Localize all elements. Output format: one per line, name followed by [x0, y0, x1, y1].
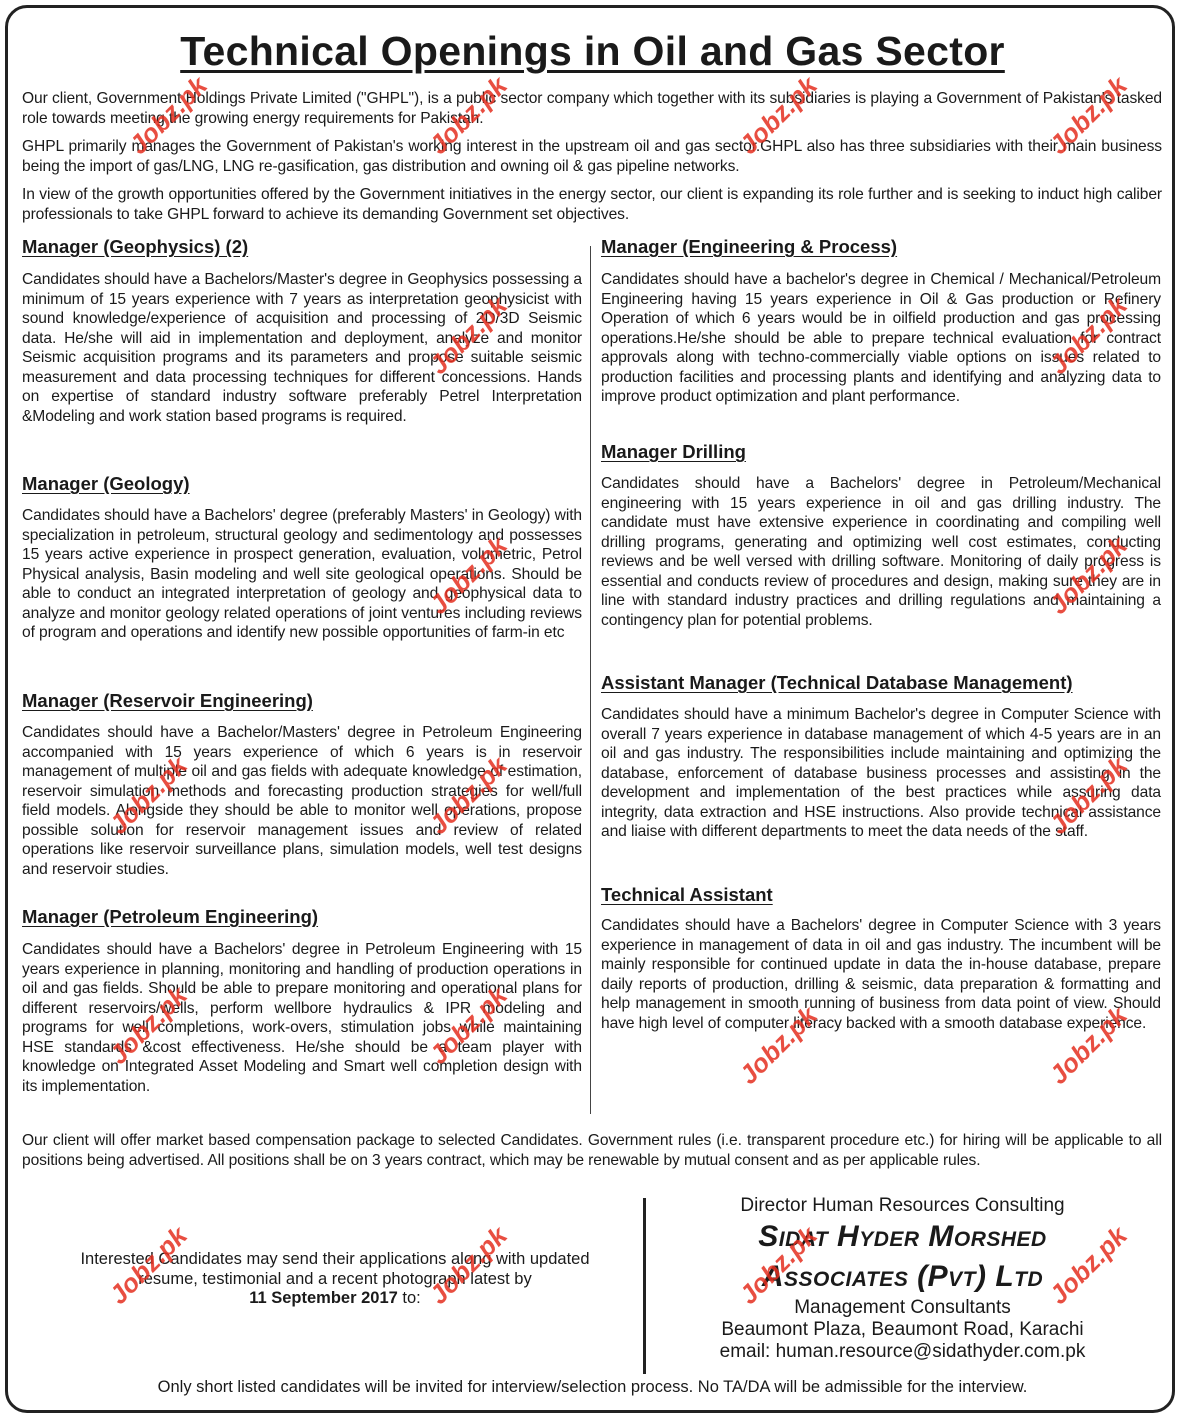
application-deadline: 11 September 2017	[249, 1289, 398, 1307]
position-title: Manager (Petroleum Engineering)	[22, 906, 319, 927]
intro-paragraph: GHPL primarily manages the Government of Pakistan's working interest in the upstream oil and gas sector.GHPL also has three subsidiaries with their main business being the import of gas/LNG, LNG re-gasification, gas distribution and owning oil & gas pipeline networks.	[22, 138, 1162, 175]
watermark: Jobz.pk	[1043, 1000, 1133, 1090]
position-title: Technical Assistant	[601, 884, 773, 905]
footer-note: Only short listed candidates will be invited for interview/selection process. No TA/DA will be admissible for the interview.	[157, 1378, 1028, 1396]
company-name: Sidat Hyder Morshed	[758, 1220, 1047, 1253]
position-description: Candidates should have a Bachelors' degree in Petroleum Engineering with 15 years experience in planning, monitoring and handling of production operations in oil and gas fields. Should be able to prepare monitoring and operational plans for different reservoirs/wells, perform wellbore hydraulics & IPR modeling and programs for well completions, work-overs, stimulation jobs while maintaining HSE standards &cost effectiveness. He/she should be a team player with knowledge on Integrated Asset Modeling and Smart well completion design with its implementation.	[22, 941, 582, 1095]
position-title: Assistant Manager (Technical Database Management)	[601, 672, 1073, 693]
contact-role: Director Human Resources Consulting	[740, 1195, 1065, 1216]
company-subtitle: Management Consultants	[794, 1297, 1011, 1318]
company-address: Beaumont Plaza, Beaumont Road, Karachi	[721, 1319, 1084, 1340]
watermark: Jobz.pk	[1043, 1220, 1133, 1310]
watermark: Jobz.pk	[123, 70, 213, 160]
position-description: Candidates should have a minimum Bachelor's degree in Computer Science with overall 7 years experience in database management of which 4-5 years are in an oil and gas industry. The responsibilities include maintaining and optimizing the database, enforcement of database business processes and assisting in the development and implementation of the best practices while assuring data integrity, data extraction and HSE instructions. Also provide technical assistance and liaise with different departments to meet the data needs of the staff.	[601, 706, 1161, 840]
position-description: Candidates should have a Bachelor/Masters' degree in Petroleum Engineering accompanied with 15 years experience of which 6 years is in reservoir management of multiple oil and gas fields with adequate knowledge of estimation, reservoir simulation methods and forecasting production strategies for well/full field models. Alongside they should be able to monitor well operations, propose possible solution for reservoir management issues and review of related operations like reservoir surveillance plans, simulation models, well test designs and reservoir studies.	[22, 724, 582, 878]
application-instructions	[70, 1250, 600, 1309]
watermark: Jobz.pk	[423, 1220, 513, 1310]
application-text: Interested Candidates may send their applications along with updated resume, testimonial and a recent photograph latest by	[80, 1250, 590, 1288]
position-title: Manager (Engineering & Process)	[601, 236, 898, 257]
company-name: Associates (Pvt) Ltd	[761, 1260, 1044, 1293]
position-title: Manager (Geology)	[22, 473, 190, 494]
watermark: Jobz.pk	[733, 1220, 823, 1310]
position-description: Candidates should have a Bachelors' degree (preferably Masters' in Geology) with specialization in petroleum, structural geology and sedimentology and possesses 15 years active experience in prospect generation, evaluation, volumetric, Petrol Physical analysis, Basin modeling and well site geological operations. Should be able to conduct an integrated interpretation of geology and geophysical data to analyze and monitor geology related operations of joint ventures including reviews of program and operations and identify new possible opportunities of farm-in etc	[22, 507, 582, 641]
watermark: Jobz.pk	[733, 1000, 823, 1090]
watermark: Jobz.pk	[1043, 70, 1133, 160]
position-description: Candidates should have a Bachelors/Master's degree in Geophysics possessing a minimum of 15 years experience with 7 years as interpretation geophysicist with sound knowledge/experience of acquisition and processing of 2D/3D Seismic data. He/she will aid in implementation and deployment, analyze and monitor Seismic acquisition programs and its parameters and propose suitable seismic measurement and data processing techniques for different concessions. Hands on expertise of standard industry software preferably Petrel Interpretation &Modeling and work station based programs is required.	[22, 271, 582, 425]
intro-paragraph: In view of the growth opportunities offered by the Government initiatives in the energy sector, our client is expanding its role further and is seeking to induct high caliber professionals to take GHPL forward to achieve its demanding Government set objectives.	[22, 186, 1162, 223]
watermark: Jobz.pk	[103, 1220, 193, 1310]
watermark: Jobz.pk	[1043, 750, 1133, 840]
position-title: Manager Drilling	[601, 441, 746, 462]
watermark: Jobz.pk	[103, 750, 193, 840]
position-title: Manager (Geophysics) (2)	[22, 236, 249, 257]
watermark: Jobz.pk	[1043, 530, 1133, 620]
watermark: Jobz.pk	[733, 70, 823, 160]
watermark: Jobz.pk	[423, 980, 513, 1070]
contact-block	[680, 1195, 1125, 1363]
watermark: Jobz.pk	[423, 290, 513, 380]
column-divider	[590, 246, 591, 1114]
contact-divider	[643, 1198, 646, 1374]
position-description: Candidates should have a Bachelors' degree in Petroleum/Mechanical engineering with 15 years experience in oil and gas drilling industry. The candidate must have extensive experience in coordinating and compiling well drilling programs, generating and optimizing well cost estimates, conducting reviews and be well versed with drilling software. Monitoring of daily progress is essential and conducts review of procedures and design, making sure they are in line with standard industry practices and drilling regulations and maintaining a contingency plan for potential problems.	[601, 475, 1161, 629]
watermark: Jobz.pk	[423, 750, 513, 840]
watermark: Jobz.pk	[1043, 290, 1133, 380]
position-title: Manager (Reservoir Engineering)	[22, 690, 313, 711]
contact-email[interactable]: email: human.resource@sidathyder.com.pk	[719, 1341, 1086, 1362]
watermark: Jobz.pk	[103, 980, 193, 1070]
position-description: Candidates should have a Bachelors' degree in Computer Science with 3 years experience in management of data in oil and gas industry. The incumbent will be mainly responsible for continued update in data the in-house database, prepare daily reports of production, drilling & seismic, data preparation & formatting and help management in smooth running of business from data point of view. Should have high level of computer literacy backed with a smooth database experience.	[601, 917, 1161, 1032]
intro-paragraph: Our client, Government Holdings Private Limited ("GHPL"), is a public sector company which together with its subsidiaries is playing a Government of Pakistan's tasked role towards meeting the growing energy requirements for Pakistan.	[22, 90, 1162, 127]
page-title: Technical Openings in Oil and Gas Sector	[180, 28, 1005, 74]
watermark: Jobz.pk	[423, 530, 513, 620]
watermark: Jobz.pk	[423, 70, 513, 160]
application-suffix: to:	[397, 1289, 421, 1307]
position-description: Candidates should have a bachelor's degree in Chemical / Mechanical/Petroleum Engineering having 15 years experience in Oil & Gas production or Refinery Operation of which 6 years would be in oilfield production and gas processing operations.He/she should be able to prepare technical evaluation for contract approvals along with techno-commercially viable options on issues related to production facilities and processing plants and identifying and analyzing data to improve product optimization and plant performance.	[601, 271, 1161, 405]
compensation-note: Our client will offer market based compensation package to selected Candidates. Government rules (i.e. transparent procedure etc.) for hiring will be applicable to all positions being advertised. All positions shall be on 3 years contract, which may be renewable by mutual consent and as per applicable rules.	[22, 1132, 1162, 1169]
